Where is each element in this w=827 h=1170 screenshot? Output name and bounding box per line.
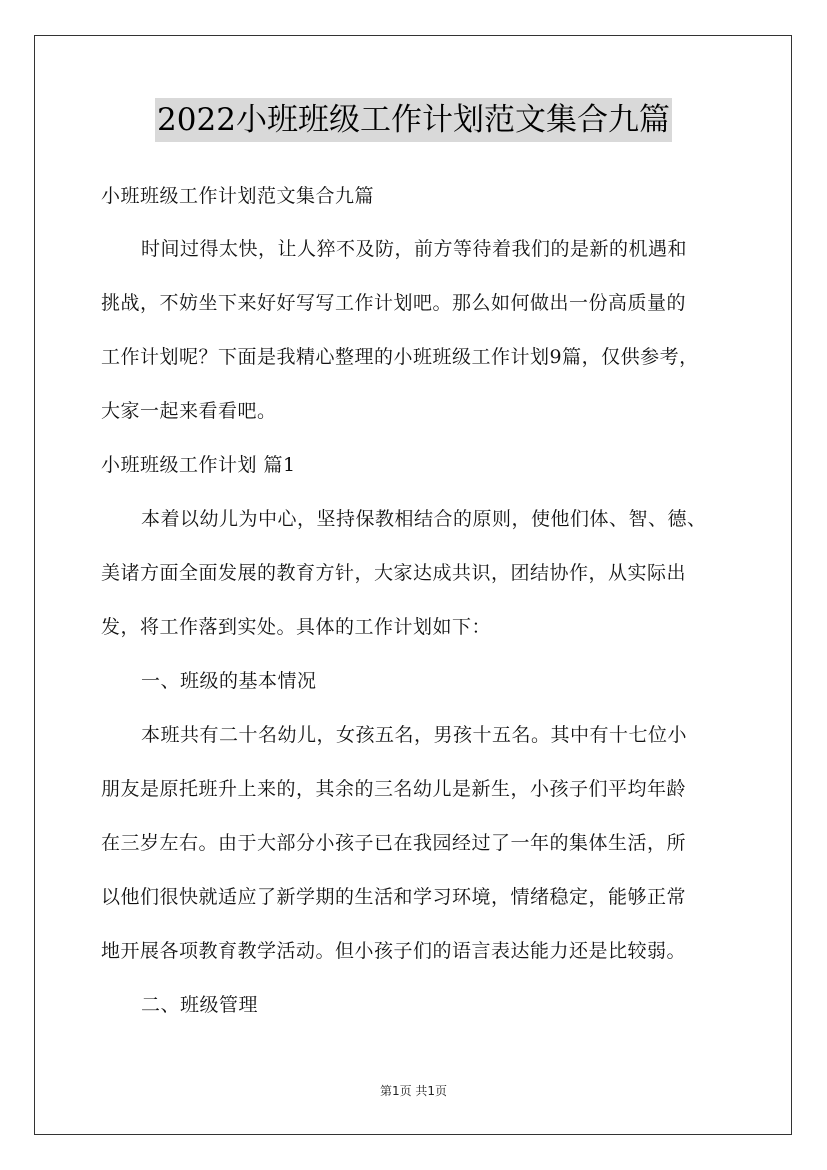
document-title: 2022小班班级工作计划范文集合九篇 (155, 98, 672, 142)
paragraph-line: 地开展各项教育教学活动。但小孩子们的语言表达能力还是比较弱。 (101, 940, 687, 962)
paragraph-line: 时间过得太快，让人猝不及防，前方等待着我们的是新的机遇和 (141, 238, 688, 260)
section-heading: 一、班级的基本情况 (141, 670, 317, 692)
paragraph-line: 以他们很快就适应了新学期的生活和学习环境，情绪稳定，能够正常 (101, 886, 687, 908)
paragraph-line: 工作计划呢？下面是我精心整理的小班班级工作计划9篇，仅供参考， (101, 346, 699, 368)
section-heading: 二、班级管理 (141, 994, 259, 1016)
section-heading: 小班班级工作计划 篇1 (101, 454, 296, 476)
page-footer: 第1页 共1页 (379, 1084, 448, 1098)
paragraph-line: 美诸方面全面发展的教育方针，大家达成共识，团结协作，从实际出 (101, 562, 687, 584)
title-container (0, 98, 827, 142)
paragraph-line: 在三岁左右。由于大部分小孩子已在我园经过了一年的集体生活，所 (101, 832, 687, 854)
paragraph-line: 大家一起来看看吧。 (101, 400, 277, 422)
paragraph-line: 朋友是原托班升上来的，其余的三名幼儿是新生，小孩子们平均年龄 (101, 778, 687, 800)
paragraph-line: 本着以幼儿为中心，坚持保教相结合的原则，使他们体、智、德、 (141, 508, 707, 530)
subtitle-line: 小班班级工作计划范文集合九篇 (101, 185, 375, 207)
paragraph-line: 本班共有二十名幼儿，女孩五名，男孩十五名。其中有十七位小 (141, 724, 688, 746)
paragraph-line: 挑战，不妨坐下来好好写写工作计划吧。那么如何做出一份高质量的 (101, 292, 687, 314)
paragraph-line: 发，将工作落到实处。具体的工作计划如下： (101, 616, 492, 638)
